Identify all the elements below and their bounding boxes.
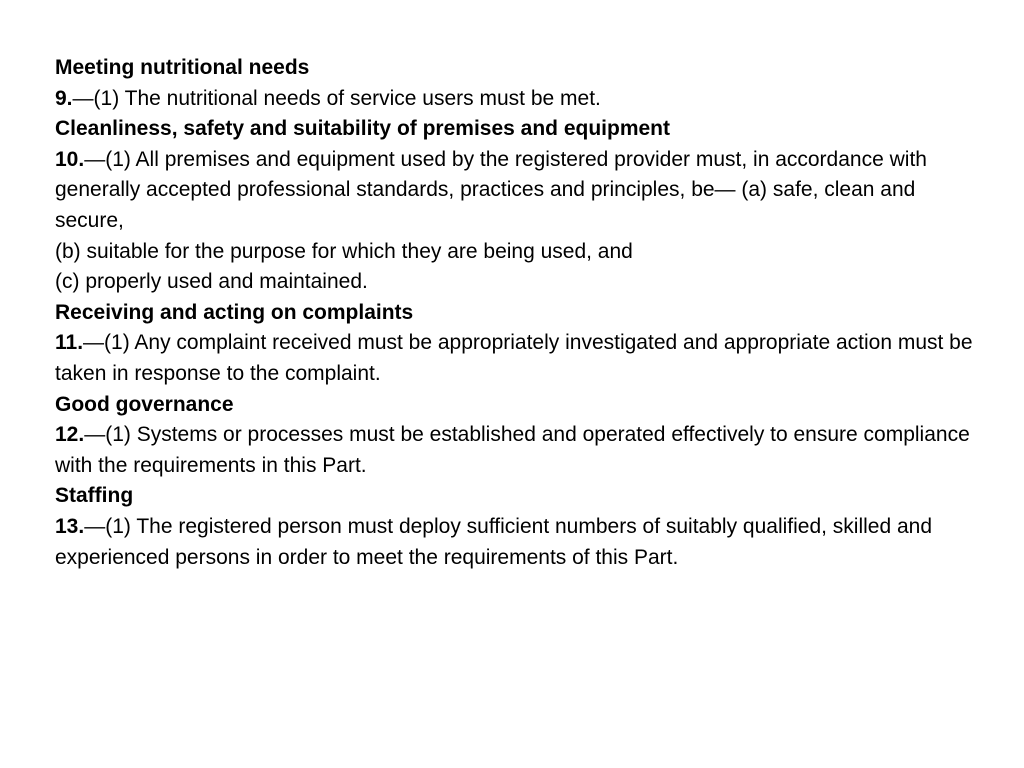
section-paragraph xyxy=(55,328,975,389)
section-paragraph xyxy=(55,512,975,573)
section-number: 13. xyxy=(55,514,85,538)
section-text: —(1) The registered person must deploy sufficient numbers of suitably qualified, skilled and experienced persons in order to meet the requirements of this Part. xyxy=(55,514,933,569)
section-number: 12. xyxy=(55,423,85,447)
section-number: 9. xyxy=(55,86,73,110)
section-number: 10. xyxy=(55,147,85,171)
section-text: —(1) Systems or processes must be established and operated effectively to ensure compliance with the requirements in this Part. xyxy=(55,423,970,477)
section-paragraph xyxy=(55,84,975,115)
section-heading: Receiving and acting on complaints xyxy=(55,300,414,324)
section-heading: Staffing xyxy=(55,484,134,508)
section-item: (c) properly used and maintained. xyxy=(55,270,368,294)
section-text: —(1) All premises and equipment used by the registered provider must, in accordance with generally accepted professional standards, practices and principles, be— (a) safe, clean and secure, xyxy=(55,147,927,232)
section-heading: Good governance xyxy=(55,392,234,416)
section-heading: Cleanliness, safety and suitability of premises and equipment xyxy=(55,117,670,141)
section-item: (b) suitable for the purpose for which they are being used, and xyxy=(55,239,633,263)
section-number: 11. xyxy=(55,331,84,355)
section-text: —(1) The nutritional needs of service users must be met. xyxy=(72,86,601,110)
section-text: —(1) Any complaint received must be appropriately investigated and appropriate action must be taken in response to the complaint. xyxy=(55,331,973,385)
section-paragraph xyxy=(55,420,975,481)
section-heading: Meeting nutritional needs xyxy=(55,56,310,79)
section-paragraph xyxy=(55,145,975,237)
document-body xyxy=(55,53,975,573)
